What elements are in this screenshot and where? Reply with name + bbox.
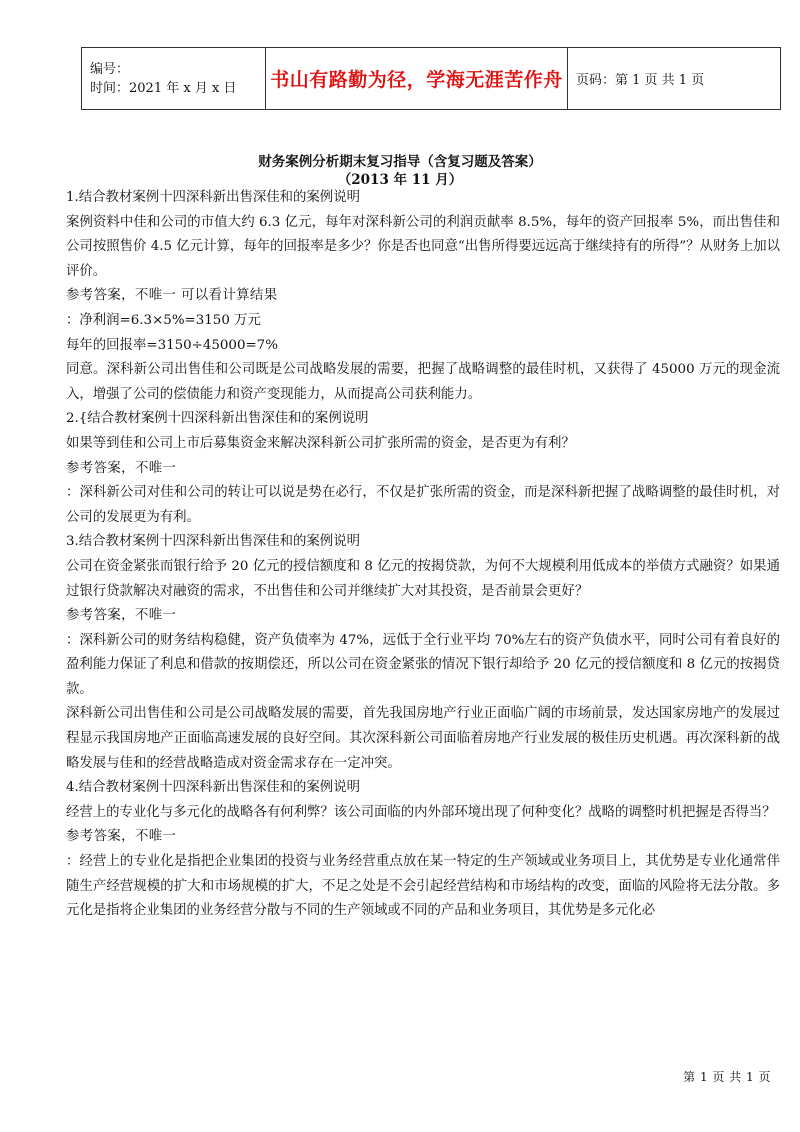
answer-label: 参考答案，不唯一 可以看计算结果 [66,288,278,304]
question-heading: 1.结合教材案例十四深科新出售深佳和的案例说明 [66,190,360,205]
header-table [81,47,781,110]
answer-label: 参考答案，不唯一 [66,829,177,845]
answer-text: ：经营上的专业化是指把企业集团的投资与业务经营重点放在某一特定的生产领域或业务项目上，其优势是专业化通常伴随生产经营规模的扩大和市场规模的扩大，不足之处是不会引起经营结构和市场结构的改变，面临的风险将无法分散。多元化是指将企业集团的业务经营分散与不同的生产领域或不同的产品和业务项目，其优势是多元化必 [66,854,780,919]
motto-text: 书山有路勤为径，学海无涯苦作舟 [270,69,563,91]
document-title: 财务案例分析期末复习指导（含复习题及答案） [258,154,542,170]
question-heading: 2.{结合教材案例十四深科新出售深佳和的案例说明 [66,411,369,427]
answer-text: ：深科新公司对佳和公司的转让可以说是势在必行，不仅是扩张所需的资金，而是深科新把握了战略调整的最佳时机，对公司的发展更为有利。 [66,485,780,525]
answer-text: ：深科新公司的财务结构稳健，资产负债率为 47%，远低于全行业平均 70%左右的资产负债水平，同时公司有着良好的盈利能力保证了利息和借款的按期偿还，所以公司在资金紧张的情况下银行却给予 20 亿元的授信额度和 8 亿元的按揭贷款。 [66,632,780,697]
number-label: 编号： [90,61,130,77]
page-label: 页码：第 1 页 共 1 页 [576,73,705,88]
question-heading: 3.结合教材案例十四深科新出售深佳和的案例说明 [66,534,360,550]
document-body [66,186,780,924]
answer-label: 参考答案，不唯一 [66,608,177,624]
answer-text: 同意。深科新公司出售佳和公司既是公司战略发展的需要，把握了战略调整的最佳时机，又获得了 45000 万元的现金流入，增强了公司的偿债能力和资产变现能力，从而提高公司获利能力。 [66,362,780,402]
question-text: 案例资料中佳和公司的市值大约 6.3 亿元，每年对深科新公司的利润贡献率 8.5%，每年的资产回报率 5%，而出售佳和公司按照售价 4.5 亿元计算，每年的回报率是多少？你是否也同意“出售所得要远远高于继续持有的所得”？从财务上加以评价。 [66,214,780,279]
document-date: （2013 年 11 月） [337,172,463,188]
answer-label: 参考答案，不唯一 [66,460,177,476]
question-text: 如果等到佳和公司上市后募集资金来解决深科新公司扩张所需的资金，是否更为有利？ [66,435,575,451]
answer-text: 每年的回报率=3150÷45000=7% [66,337,278,353]
motto-cell [266,48,568,110]
time-label: 时间：2021 年 x 月 x 日 [90,80,237,96]
page-footer: 第 1 页 共 1 页 [683,1070,771,1084]
question-text: 公司在资金紧张而银行给予 20 亿元的授信额度和 8 亿元的按揭贷款，为何不大规模利用低成本的举债方式融资？如果通过银行贷款解决对融资的需求，不出售佳和公司并继续扩大对其投资，是否前景会更好？ [66,558,780,599]
answer-text: 深科新公司出售佳和公司是公司战略发展的需要，首先我国房地产行业正面临广阔的市场前景，发达国家房地产的发展过程显示我国房地产正面临高速发展的良好空间。其次深科新公司面临着房地产行业发展的极佳历史机遇。再次深科新的战略发展与佳和的经营战略造成对资金需求存在一定冲突。 [66,706,780,771]
question-text: 经营上的专业化与多元化的战略各有何利弊？该公司面临的内外部环境出现了何种变化？战略的调整时机把握是否得当？ [66,804,776,820]
question-heading: 4.结合教材案例十四深科新出售深佳和的案例说明 [66,780,360,796]
answer-text: ：净利润=6.3×5%=3150 万元 [66,312,261,328]
page-number-cell [568,48,781,110]
header-meta-cell [82,48,266,110]
